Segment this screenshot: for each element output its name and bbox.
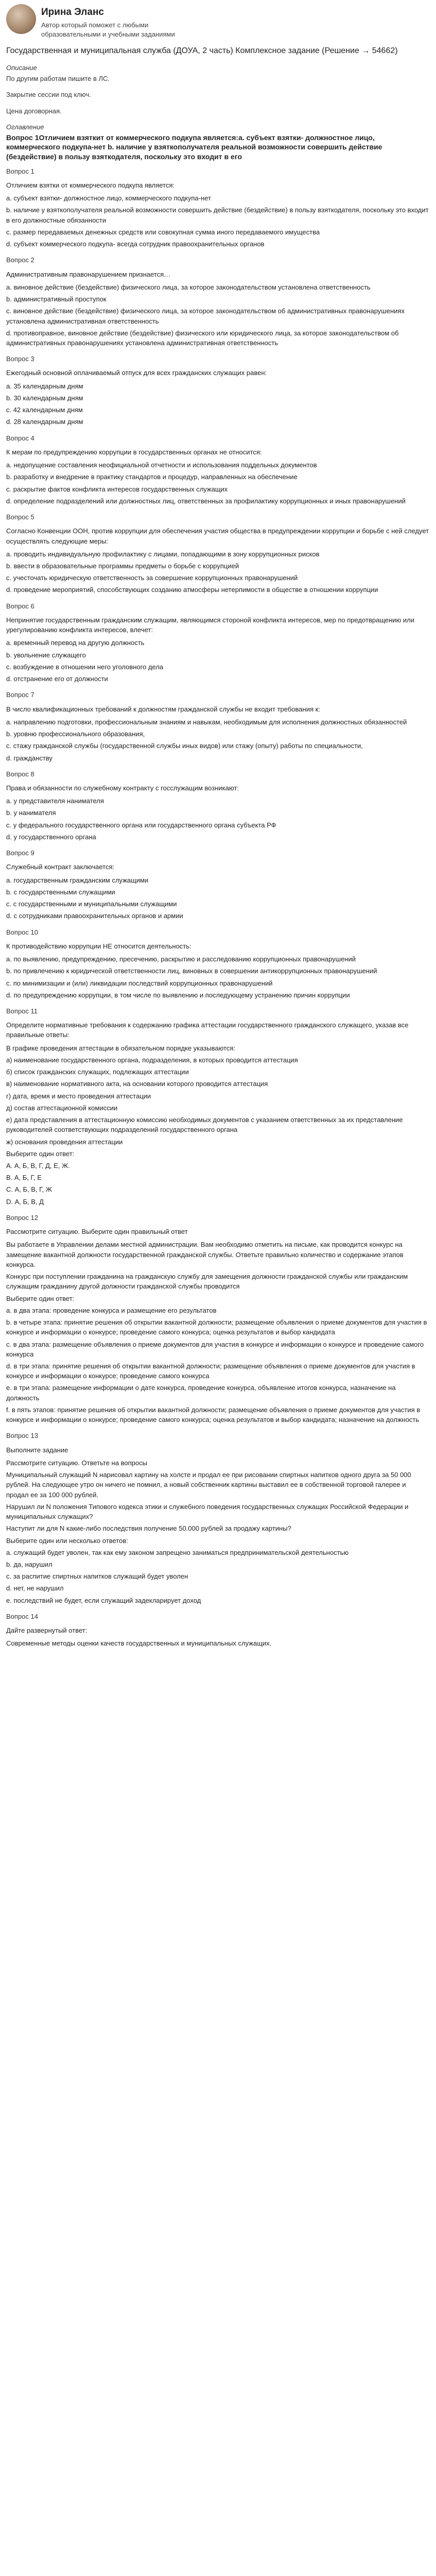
- description-label: Описание: [6, 64, 37, 72]
- answer-option: b. разработку и внедрение в практику стандартов и процедур, направленных на обеспечение: [6, 473, 298, 481]
- answer-option: а. по выявлению, предупреждению, пресечению, раскрытию и расследованию коррупционных правонарушений: [6, 955, 356, 963]
- answer-option: С. А, Б, В, Г, Ж: [6, 1185, 52, 1194]
- answer-option: Выберите один ответ:: [6, 1149, 75, 1158]
- question-text: Рассмотрите ситуацию. Выберите один правильный ответ: [6, 1228, 188, 1236]
- answer-option: а. государственным гражданским служащими: [6, 876, 149, 884]
- answer-option: а. у представителя нанимателя: [6, 797, 104, 805]
- question-block: [6, 512, 430, 595]
- question-text: Отличием взятки от коммерческого подкупа является:: [6, 181, 175, 189]
- answer-option: е. последствий не будет, если служащий задекларирует доход: [6, 1596, 201, 1604]
- answer-option: с. возбуждение в отношении него уголовного дела: [6, 663, 164, 671]
- question-block: [6, 1006, 430, 1207]
- question-block: [6, 601, 430, 684]
- question-number: Вопрос 8: [6, 770, 34, 778]
- answer-option: b. увольнение служащего: [6, 651, 86, 659]
- answer-option: а. временный перевод на другую должность: [6, 639, 145, 647]
- question-list: [6, 166, 430, 1649]
- description-line: Закрытие сессии под ключ.: [6, 91, 91, 99]
- question-block: [6, 1612, 430, 1649]
- answer-option: Нарушил ли N положения Типового кодекса этики и служебного поведения государственных служащих Российской Федерации и муниципальных служащих?: [6, 1502, 409, 1521]
- answer-option: а. виновное действие (бездействие) физического лица, за которое законодательством установлена ответственность: [6, 283, 371, 291]
- question-number: Вопрос 6: [6, 602, 34, 610]
- question-block: [6, 433, 430, 506]
- question-text: Административным правонарушением признается…: [6, 270, 171, 278]
- question-number: Вопрос 7: [6, 691, 34, 699]
- author-avatar[interactable]: [6, 4, 36, 34]
- answer-option: б) список гражданских служащих, подлежащих аттестации: [6, 1068, 189, 1076]
- answer-option: а) наименование государственного органа, подразделения, в которых проводится аттестация: [6, 1056, 298, 1064]
- answer-option: а. 35 календарным дням: [6, 382, 83, 390]
- author-meta: [41, 4, 175, 39]
- answer-option: Наступит ли для N какие-либо последствия получение 50.000 рублей за продажу картины?: [6, 1524, 291, 1533]
- question-number: Вопрос 3: [6, 355, 34, 363]
- answer-option: с. раскрытие фактов конфликта интересов государственных служащих: [6, 485, 228, 493]
- toc-label: Оглавление: [6, 123, 44, 131]
- answer-option: Муниципальный служащий N нарисовал картину на холсте и продал ее при рисовании спиртных напитков одного друга за 50 000 рублей. На следующее утро он ничего не помнил, а новый собственник картины выставил ее в собственной торговой галерее и продал ее за 100 000 рублей.: [6, 1471, 411, 1499]
- question-block: [6, 1213, 430, 1425]
- answer-option: В графике проведения аттестации в обязательном порядке указываются:: [6, 1044, 235, 1052]
- question-number: Вопрос 10: [6, 928, 38, 936]
- answer-option: D. А, Б, В, Д: [6, 1197, 44, 1206]
- answer-option: d. отстранение его от должности: [6, 675, 108, 683]
- answer-option: с. за распитие спиртных напитков служащий будет уволен: [6, 1572, 188, 1581]
- answer-option: ж) основания проведения аттестации: [6, 1138, 123, 1146]
- question-number: Вопрос 9: [6, 849, 34, 857]
- answer-option: b. с государственными служащими: [6, 888, 115, 896]
- answer-option: с. с государственными и муниципальными служащими: [6, 900, 177, 908]
- author-name[interactable]: Ирина Эланс: [41, 7, 104, 18]
- answer-option: в) наименование нормативного акта, на основании которого проводится аттестация: [6, 1080, 268, 1088]
- answer-option: b. по привлечению к юридической ответственности лиц, виновных в совершении антикоррупционных правонарушений: [6, 967, 377, 975]
- answer-option: b. 30 календарным дням: [6, 394, 83, 402]
- question-text: К противодействию коррупции НЕ относится деятельность:: [6, 942, 191, 950]
- intro-question: Вопрос 1Отличием взяткит от коммерческого подкупа является:а. субъект взятки- должностное лицо, коммерческого подкупа-нет b. наличие у взяткополучателя реальной возможности совершить действие (бездействие) в пользу взяткодателя, поскольку это входит в его: [6, 133, 382, 161]
- question-text: К мерам по предупреждению коррупции в государственных органах не относится:: [6, 448, 262, 456]
- question-text: Ежегодный основной оплачиваемый отпуск для всех гражданских служащих равен:: [6, 369, 267, 377]
- question-number: Вопрос 14: [6, 1612, 38, 1620]
- question-block: [6, 690, 430, 762]
- answer-option: d. 28 календарным дням: [6, 418, 83, 426]
- question-text: Выполните задание: [6, 1446, 68, 1454]
- answer-option: d. с сотрудниками правоохранительных органов и армии: [6, 912, 183, 920]
- question-text: Служебный контракт заключается:: [6, 863, 115, 871]
- answer-option: В. А, Б, Г, Е: [6, 1174, 42, 1182]
- answer-option: Вы работаете в Управлении делами местной администрации. Вам необходимо отметить на письме, как проводится конкурс на замещение вакантной должности государственной гражданской службы. Ответьте правильно количество и содержание этапов конкурса.: [6, 1241, 404, 1268]
- answer-option: d. нет, не нарушил: [6, 1584, 64, 1592]
- question-number: Вопрос 13: [6, 1432, 38, 1440]
- answer-option: d. в три этапа: принятие решения об открытии вакантной должности; размещение объявления о приеме документов для участия в конкурсе и информации о конкурсе; проведение самого конкурса: [6, 1362, 415, 1380]
- question-number: Вопрос 11: [6, 1007, 38, 1015]
- question-block: [6, 354, 430, 427]
- answer-option: b. у нанимателя: [6, 809, 56, 817]
- question-text: Непринятие государственным гражданским служащим, являющимся стороной конфликта интересов, мер по предотвращению или урегулированию конфликта интересов, влечет:: [6, 616, 415, 634]
- answer-option: А. А, Б, В, Г, Д, Е, Ж.: [6, 1162, 70, 1170]
- answer-option: с. размер передаваемых денежных средств или совокупная сумма иного передаваемого имущества: [6, 228, 320, 236]
- answer-option: а. служащий будет уволен, так как ему законом запрещено заниматься предпринимательской деятельностью: [6, 1548, 349, 1556]
- question-text: В число квалификационных требований к должностям гражданской службы не входит требования к:: [6, 705, 320, 713]
- question-text: Дайте развернутый ответ:: [6, 1626, 88, 1635]
- answer-option: d. субъект коммерческого подкупа- всегда сотрудник правоохранительных органов: [6, 240, 265, 248]
- answer-option: b. да, нарушил: [6, 1560, 53, 1568]
- description-line: По другим работам пишите в ЛС.: [6, 75, 110, 83]
- answer-option: d. противоправное, виновное действие (бездействие) физического или юридического лица, за которое законодательством об административных правонарушениях установлена административная ответственность: [6, 329, 399, 347]
- answer-option: а. проводить индивидуальную профилактику с лицами, попадающими в зону коррупционных рисков: [6, 550, 320, 558]
- answer-option: д) состав аттестационной комиссии: [6, 1104, 118, 1112]
- answer-option: b. уровню профессионального образования,: [6, 730, 145, 738]
- question-number: Вопрос 1: [6, 167, 34, 175]
- question-text: Определите нормативные требования к содержанию графика аттестации государственного гражданского служащего, указав все правильные ответы:: [6, 1021, 409, 1039]
- answer-option: с. у федерального государственного органа или государственного органа субъекта РФ: [6, 821, 276, 829]
- answer-option: а. субъект взятки- должностное лицо, коммерческого подкупа-нет: [6, 194, 211, 202]
- answer-option: d. гражданству: [6, 754, 53, 762]
- answer-option: d. проведение мероприятий, способствующих созданию атмосферы нетерпимости в обществе в отношении коррупции: [6, 586, 378, 594]
- answer-option: f. в пять этапов: принятие решения об открытии вакантной должности; размещение объявления о приеме документов для участия в конкурсе и информации о конкурсе; проведение самого конкурса; оценка результатов и выбор кандидата; назначение на должность: [6, 1405, 421, 1424]
- description-lines: [6, 74, 430, 116]
- answer-option: а. направлению подготовки, профессиональным знаниям и навыкам, необходимым для исполнения должностных обязанностей: [6, 718, 407, 726]
- answer-option: с. виновное действие (бездействие) физического лица, за которое законодательством об административных правонарушениях установлена административная ответственность: [6, 307, 405, 325]
- answer-option: b. ввести в образовательные программы предметы о борьбе с коррупцией: [6, 562, 239, 570]
- answer-option: Рассмотрите ситуацию. Ответьте на вопросы: [6, 1459, 147, 1467]
- question-block: [6, 255, 430, 348]
- answer-option: с. в два этапа: размещение объявления о приеме документов для участия в конкурсе и информации о конкурсе и проведение самого конкурса: [6, 1340, 424, 1358]
- question-text: Права и обязанности по служебному контракту с госслужащим возникают:: [6, 784, 239, 792]
- answer-option: Выберите один ответ:: [6, 1294, 75, 1302]
- answer-option: г) дата, время и место проведения аттестации: [6, 1092, 151, 1100]
- answer-option: с. по минимизации и (или) ликвидации последствий коррупционных правонарушений: [6, 979, 273, 987]
- question-block: [6, 927, 430, 1000]
- question-block: [6, 166, 430, 249]
- answer-option: с. стажу гражданской службы (государственной службы иных видов) или стажу (опыту) работы по специальности,: [6, 742, 363, 750]
- answer-option: с. 42 календарным дням: [6, 406, 83, 414]
- answer-option: е) дата представления в аттестационную комиссию необходимых документов с указанием ответственных за их представление руководителей соответствующих подразделений государственного органа: [6, 1116, 403, 1134]
- answer-option: Выберите один или несколько ответов:: [6, 1536, 128, 1545]
- answer-option: b. наличие у взяткополучателя реальной возможности совершить действие (бездействие) в пользу взяткодателя, поскольку это входит в его должностные обязанности: [6, 206, 429, 224]
- description-line: Цена договорная.: [6, 107, 62, 115]
- answer-option: а. в два этапа: проведение конкурса и размещение его результатов: [6, 1306, 217, 1314]
- answer-option: Современные методы оценки качеств государственных и муниципальных служащих.: [6, 1639, 272, 1648]
- question-block: [6, 1431, 430, 1605]
- answer-option: e. в три этапа: размещение информации о дате конкурса, проведение конкурса, объявление итогов конкурса, назначение на должность: [6, 1384, 396, 1402]
- question-number: Вопрос 4: [6, 434, 34, 442]
- author-description: Автор который поможет с любыми образовательными и учебными заданиями: [41, 21, 175, 38]
- answer-option: b. в четыре этапа: принятие решения об открытии вакантной должности; размещение объявления о приеме документов для участия в конкурсе и информации о конкурсе; проведение самого конкурса; оценка результатов и выбор кандидата: [6, 1318, 427, 1336]
- answer-option: b. административный проступок: [6, 295, 107, 303]
- document-title: Государственная и муниципальная служба (ДОУА, 2 часть) Комплексное задание (Решение → 54662): [6, 46, 398, 56]
- answer-option: d. у государственного органа: [6, 833, 96, 841]
- question-text: Согласно Конвенции ООН, против коррупции для обеспечения участия общества в предупреждении коррупции и борьбе с ней следует осуществлять следующие меры:: [6, 527, 429, 545]
- answer-option: а. недопущение составления неофициальной отчетности и использования поддельных документов: [6, 461, 317, 469]
- question-block: [6, 848, 430, 921]
- question-number: Вопрос 2: [6, 256, 34, 264]
- question-number: Вопрос 12: [6, 1213, 38, 1222]
- answer-option: с. учесточать юридическую ответственность за совершение коррупционных правонарушений: [6, 574, 298, 582]
- author-block: [6, 4, 430, 39]
- question-number: Вопрос 5: [6, 513, 34, 521]
- answer-option: d. определение подразделений или должностных лиц, ответственных за профилактику коррупционных и иных правонарушений: [6, 497, 406, 505]
- question-block: [6, 769, 430, 842]
- answer-option: d. по предупреждению коррупции, в том числе по выявлению и последующему устранению причин коррупции: [6, 991, 350, 999]
- answer-option: Конкурс при поступлении гражданина на гражданскую службу для замещения должности гражданской службы или гражданским служащим гражданину другой должности гражданской службы проводится: [6, 1273, 408, 1291]
